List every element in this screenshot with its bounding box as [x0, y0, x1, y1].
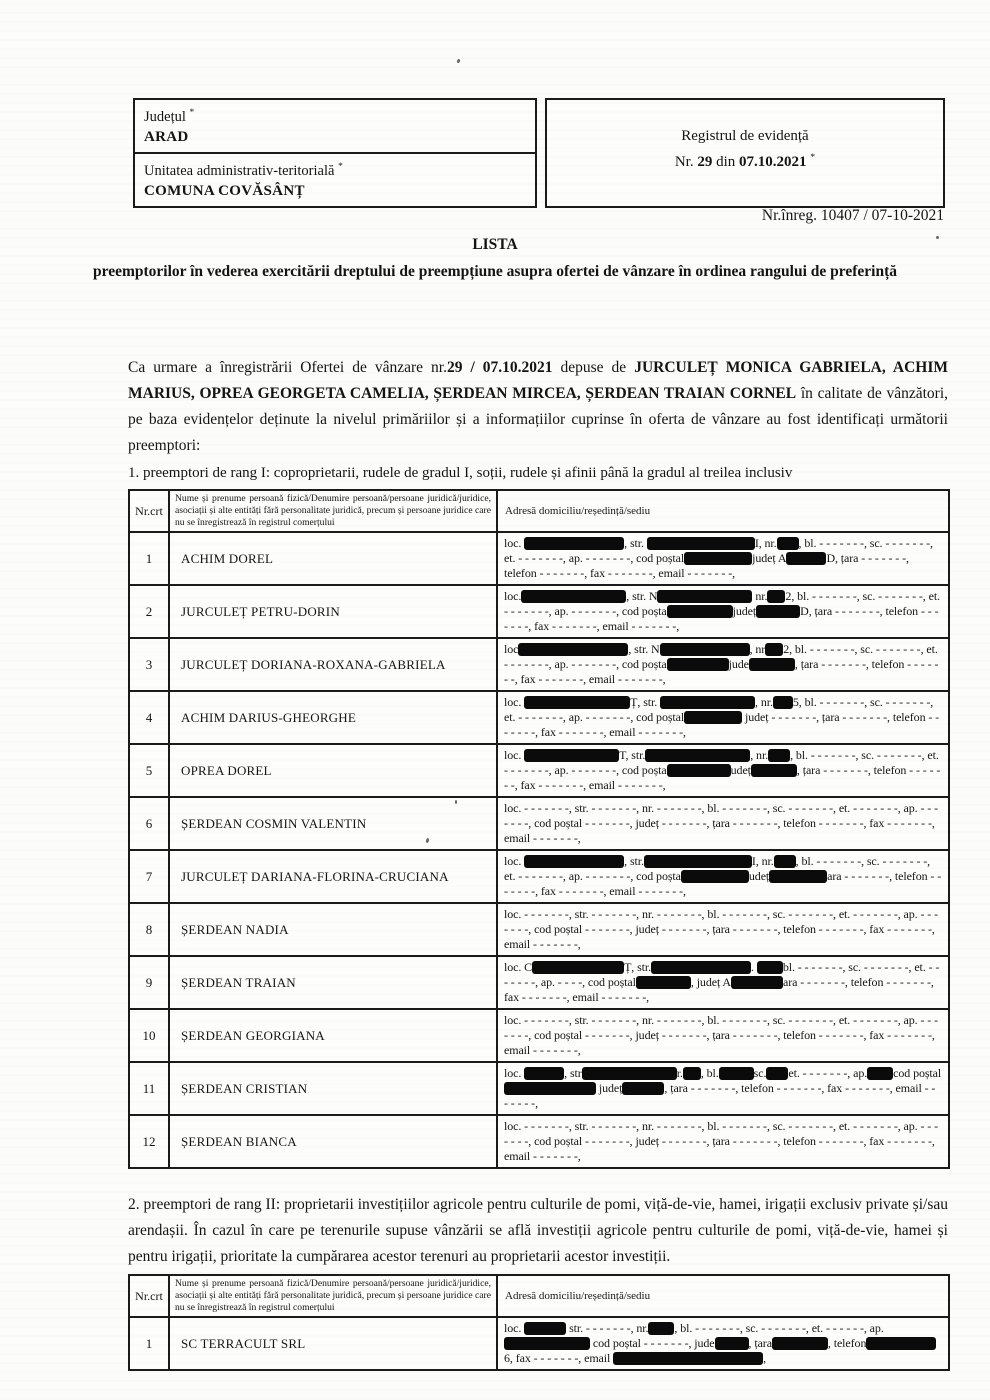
col-address-header: Adresă domiciliu/reședință/sediu [497, 490, 949, 532]
redaction-bar [681, 870, 749, 883]
redaction-bar [766, 1067, 788, 1080]
redaction-bar [667, 658, 729, 671]
registry-box [545, 98, 945, 208]
rang1-table [128, 489, 950, 1169]
row-number-cell: 1 [129, 1317, 169, 1370]
row-number-cell: 6 [129, 797, 169, 850]
redaction-bar [504, 1082, 596, 1095]
redaction-bar [651, 961, 751, 974]
redaction-bar [773, 696, 793, 709]
row-number-cell: 3 [129, 638, 169, 691]
redaction-bar [866, 1337, 936, 1350]
redaction-bar [582, 1067, 677, 1080]
row-number-cell: 7 [129, 850, 169, 903]
redaction-bar [524, 749, 619, 762]
col-name-header: Nume și prenume persoană fizică/Denumire persoană/persoane juridică/juridice, asociații și alte entități fără personalitate juridică, precum și persoane juridice care nu se înregistrează în registrul comerțului [169, 490, 497, 532]
redaction-bar [756, 605, 800, 618]
table-row [129, 956, 949, 1009]
preemptor-name-cell: ȘERDEAN CRISTIAN [169, 1062, 497, 1115]
county-cell [135, 100, 535, 154]
redaction-bar [786, 552, 826, 565]
rang2-table [128, 1274, 950, 1371]
address-cell: loc. - - - - - - -, str. - - - - - - -, nr. - - - - - - -, bl. - - - - - - -, sc. - - - - - - -, et. - - - - - - -, ap. - - - - - - -, cod poștal - - - - - - -, județ - - - - - - -, țara - - - - - - -, telefon - - - - - - -, fax - - - - - - -, email - - - - - - -, [497, 797, 949, 850]
table-header-row [129, 490, 949, 532]
row-number-cell: 4 [129, 691, 169, 744]
redaction-bar [524, 537, 624, 550]
rang2-table-body [129, 1317, 949, 1370]
table-row [129, 903, 949, 956]
asterisk-mark: * [338, 161, 343, 172]
preemptor-name-cell: JURCULEȚ PETRU-DORIN [169, 585, 497, 638]
page-subtitle: preemptorilor în vederea exercitării dreptului de preempțiune asupra ofertei de vânzare în ordinea rangului de preferință [92, 263, 898, 280]
redaction-bar [777, 537, 799, 550]
preemptor-name-cell: SC TERRACULT SRL [169, 1317, 497, 1370]
redaction-bar [751, 764, 797, 777]
col-address-header: Adresă domiciliu/reședință/sediu [497, 1275, 949, 1317]
address-cell: loc. Ț, str. , nr. 5, bl. - - - - - - -, sc. - - - - - - -, et. - - - - - - -, ap. - - - - - - -, cod poștal județ - - - - - - -, țara - - - - - - -, telefon - - - - - - -, fax - - - - - - -, email - - - - - - -, [497, 691, 949, 744]
preemptor-name-cell: ȘERDEAN NADIA [169, 903, 497, 956]
redaction-bar [657, 590, 752, 603]
redaction-bar [749, 658, 795, 671]
table-row [129, 691, 949, 744]
title-block [85, 231, 905, 285]
redaction-bar [719, 1067, 754, 1080]
address-cell: loc. str. - - - - - - -, nr. , bl. - - - - - - -, sc. - - - - - - -, et. - - - - - -, ap. cod poștal - - - - - - -, jude , țara , telefon6, fax - - - - - - -, email , [497, 1317, 949, 1370]
uat-label: Unitatea administrativ-teritorială * [144, 161, 343, 179]
preemptor-name-cell: ȘERDEAN TRAIAN [169, 956, 497, 1009]
col-nr-header: Nr.crt [129, 490, 169, 532]
col-name-header: Nume și prenume persoană fizică/Denumire persoană/persoane juridică/juridice, asociații și alte entități fără personalitate juridică, precum și persoane juridice care nu se înregistrează în registrul comerțului [169, 1275, 497, 1317]
registry-title: Registrul de evidență [681, 127, 809, 144]
intro-paragraph: Ca urmare a înregistrării Ofertei de vânzare nr.29 / 07.10.2021 depuse de JURCULEȚ MONICA GABRIELA, ACHIM MARIUS, OPREA GEORGETA CAMELIA, ȘERDEAN MIRCEA, ȘERDEAN TRAIAN CORNEL în calitate de vânzători, pe baza evidențelor deținute la nivelul primăriilor și a informațiilor cuprinse în oferta de vânzare au fost identificați următorii preemptori: [128, 359, 949, 454]
row-number-cell: 5 [129, 744, 169, 797]
redaction-bar [660, 643, 750, 656]
redaction-bar [613, 1352, 763, 1365]
row-number-cell: 12 [129, 1115, 169, 1168]
redaction-bar [532, 961, 624, 974]
address-cell: loc , str. N , nr 2, bl. - - - - - - -, sc. - - - - - - -, et. - - - - - - -, ap. - - - - - - -, cod poșta jude , țara - - - - - - -, telefon - - - - - - -, fax - - - - - - -, email - - - - - - -, [497, 638, 949, 691]
redaction-bar [636, 976, 691, 989]
redaction-bar [774, 855, 796, 868]
redaction-bar [684, 552, 752, 565]
preemptor-name-cell: ACHIM DOREL [169, 532, 497, 585]
address-cell: loc. , str. N nr. 2, bl. - - - - - - -, sc. - - - - - - -, et. - - - - - - -, ap. - - - - - - -, cod poșta județ D, țara - - - - - - -, telefon - - - - - - -, fax - - - - - - -, email - - - - - - -, [497, 585, 949, 638]
address-cell: loc. - - - - - - -, str. - - - - - - -, nr. - - - - - - -, bl. - - - - - - -, sc. - - - - - - -, et. - - - - - - -, ap. - - - - - - -, cod poștal - - - - - - -, județ - - - - - - -, țara - - - - - - -, telefon - - - - - - -, fax - - - - - - -, email - - - - - - -, [497, 1115, 949, 1168]
col-nr-header: Nr.crt [129, 1275, 169, 1317]
asterisk-mark: * [189, 108, 195, 118]
row-number-cell: 8 [129, 903, 169, 956]
preemptor-name-cell: ACHIM DARIUS-GHEORGHE [169, 691, 497, 744]
redaction-bar [645, 749, 750, 762]
redaction-bar [524, 1067, 564, 1080]
preemptor-name-cell: JURCULEȚ DORIANA-ROXANA-GABRIELA [169, 638, 497, 691]
redaction-bar [765, 643, 783, 656]
county-uat-box [133, 98, 537, 208]
address-cell: loc. C Ț, str. . bl. - - - - - - -, sc. - - - - - - -, et. - - - - - - -, ap. - - - -, cod poștal , județ A ara - - - - - - -, telefon - - - - - - -, fax - - - - - - -, email - - - - - - -, [497, 956, 949, 1009]
redaction-bar [667, 764, 731, 777]
address-cell: loc. , str. I, nr. , bl. - - - - - - -, sc. - - - - - - -, et. - - - - - - -, ap. - - - - - - -, cod poșta udeț ara - - - - - - -, telefon - - - - - - -, fax - - - - - - -, email - - - - - - -, [497, 850, 949, 903]
table-row [129, 585, 949, 638]
county-value: ARAD [144, 128, 189, 145]
redaction-bar [521, 590, 626, 603]
admin-header [133, 98, 945, 208]
uat-value: COMUNA COVĂSÂNȚ [144, 182, 305, 199]
redaction-bar [867, 1067, 893, 1080]
redaction-bar [768, 749, 790, 762]
preemptor-name-cell: JURCULEȚ DARIANA-FLORINA-CRUCIANA [169, 850, 497, 903]
preemptor-name-cell: ȘERDEAN COSMIN VALENTIN [169, 797, 497, 850]
row-number-cell: 11 [129, 1062, 169, 1115]
table-row [129, 1115, 949, 1168]
county-label: Județul * [144, 108, 195, 125]
table-row [129, 1317, 949, 1370]
redaction-bar [769, 870, 827, 883]
redaction-bar [647, 537, 755, 550]
table-header-row [129, 1275, 949, 1317]
redaction-bar [757, 961, 783, 974]
row-number-cell: 10 [129, 1009, 169, 1062]
scan-speck [456, 59, 460, 64]
table-row [129, 850, 949, 903]
address-cell: loc. , str. I, nr. , bl. - - - - - - -, sc. - - - - - - -, et. - - - - - - -, ap. - - - - - - -, cod poștal județ A D, țara - - - - - - -, telefon - - - - - - -, fax - - - - - - -, email - - - - - - -, [497, 532, 949, 585]
redaction-bar [715, 1337, 749, 1350]
table-row [129, 638, 949, 691]
address-cell: loc. , str r. , bl. sc. et. - - - - - - -, ap. cod poștal județ , țara - - - - - - -, telefon - - - - - - -, fax - - - - - - -, email - - - - - - -, [497, 1062, 949, 1115]
preemptor-name-cell: ȘERDEAN BIANCA [169, 1115, 497, 1168]
rang2-heading: 2. preemptori de rang II: proprietarii investițiilor agricole pentru culturile de pomi, viță-de-vie, hamei, irigații exclusiv private și/sau arendașii. În cazul în care pe terenurile supuse vânzării se află investiții agricole pentru culturile de pomi, viță-de-vie, hamei și pentru irigații, prioritate la cumpărarea acestor terenuri au proprietarii acestor investiții. [128, 1196, 948, 1265]
redaction-bar [767, 590, 785, 603]
redaction-bar [622, 1082, 664, 1095]
registry-number-line: Nr. 29 din 07.10.2021 * [674, 151, 816, 170]
redaction-bar [660, 696, 755, 709]
row-number-cell: 1 [129, 532, 169, 585]
address-cell: loc. - - - - - - -, str. - - - - - - -, nr. - - - - - - -, bl. - - - - - - -, sc. - - - - - - -, et. - - - - - - -, ap. - - - - - - -, cod poștal - - - - - - -, județ - - - - - - -, țara - - - - - - -, telefon - - - - - - -, fax - - - - - - -, email - - - - - - -, [497, 903, 949, 956]
address-cell: loc. T, str. , nr. , bl. - - - - - - -, sc. - - - - - - -, et. - - - - - - -, ap. - - - - - - -, cod poșta udeț , țara - - - - - - -, telefon - - - - - - -, fax - - - - - - -, email - - - - - - -, [497, 744, 949, 797]
redaction-bar [524, 855, 624, 868]
table-row [129, 532, 949, 585]
redaction-bar [684, 711, 742, 724]
redaction-bar [772, 1337, 828, 1350]
rang1-table-body [129, 532, 949, 1168]
redaction-bar [644, 855, 752, 868]
redaction-bar [683, 1067, 701, 1080]
preemptor-name-cell: OPREA DOREL [169, 744, 497, 797]
table-row [129, 797, 949, 850]
uat-cell [135, 154, 535, 206]
redaction-bar [504, 1337, 590, 1350]
table-row [129, 744, 949, 797]
rang1-heading: 1. preemptori de rang I: coproprietarii, rudele de gradul I, soții, rudele și afinii până la gradul al treilea inclusiv [128, 465, 793, 481]
redaction-bar [667, 605, 733, 618]
redaction-bar [648, 1322, 674, 1335]
table-row [129, 1009, 949, 1062]
redaction-bar [524, 1322, 566, 1335]
page-title: LISTA [472, 236, 518, 253]
address-cell: loc. - - - - - - -, str. - - - - - - -, nr. - - - - - - -, bl. - - - - - - -, sc. - - - - - - -, et. - - - - - - -, ap. - - - - - - -, cod poștal - - - - - - -, județ - - - - - - -, țara - - - - - - -, telefon - - - - - - -, fax - - - - - - -, email - - - - - - -, [497, 1009, 949, 1062]
table-row [129, 1062, 949, 1115]
registration-number: Nr.înreg. 10407 / 07-10-2021 [761, 207, 944, 224]
redaction-bar [731, 976, 783, 989]
redaction-bar [524, 696, 630, 709]
scan-speck [936, 236, 939, 239]
scan-speck [455, 800, 457, 804]
row-number-cell: 9 [129, 956, 169, 1009]
preemptor-name-cell: ȘERDEAN GEORGIANA [169, 1009, 497, 1062]
row-number-cell: 2 [129, 585, 169, 638]
redaction-bar [518, 643, 628, 656]
